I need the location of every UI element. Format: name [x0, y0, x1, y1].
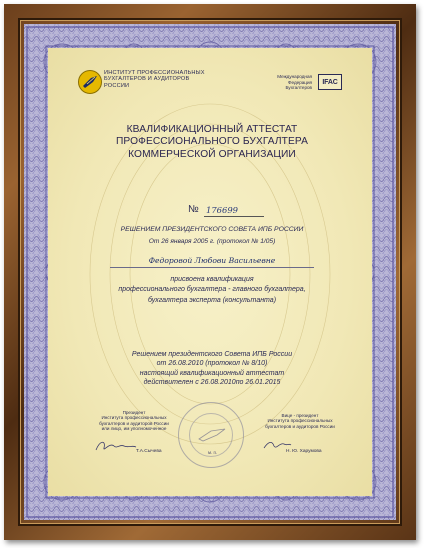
number-sign: №	[188, 204, 199, 215]
vice-president-signature-icon	[262, 436, 292, 452]
certificate-title	[60, 124, 364, 161]
decision-date: От 26 января 2005 г. (протокол № 1/05)	[148, 238, 276, 245]
signature-caption-line: бухгалтеров и аудиторов России	[99, 420, 169, 426]
validity-line: действителен с 26.08.2010по 26.01.2015	[143, 379, 281, 387]
seal-stamp	[178, 402, 244, 468]
signature-caption-line: или лицо, им уполномоченное	[101, 426, 167, 432]
holder-name: Федоровой Любови Васильевне	[148, 256, 276, 265]
vice-president-signature-block	[250, 413, 350, 429]
president-signature-icon	[94, 436, 138, 456]
validity-text	[60, 350, 364, 388]
vice-president-name: Н. Ю. Харумова	[286, 449, 322, 454]
title-line: ПРОФЕССИОНАЛЬНОГО БУХГАЛТЕРА	[115, 136, 309, 148]
validity-line: от 26.08.2010 (протокол № 8/10)	[156, 360, 268, 368]
federation-name	[260, 74, 312, 91]
president-name: Т.А.Сычева	[136, 449, 162, 454]
institute-name	[104, 70, 244, 89]
federation-line: Федерация	[288, 79, 312, 85]
number-underline	[204, 216, 264, 217]
signature-caption-line: Президент	[122, 410, 146, 415]
number-value: 176699	[206, 205, 238, 215]
title-line: КОММЕРЧЕСКОЙ ОРГАНИЗАЦИИ	[128, 148, 296, 160]
validity-line: настоящий квалификационный аттестат	[139, 369, 285, 377]
title-line: КВАЛИФИКАЦИОННЫЙ АТТЕСТАТ	[126, 124, 298, 135]
validity-line: Решением президентского Совета ИПБ России	[131, 351, 293, 358]
seal-bird-icon	[197, 427, 227, 443]
federation-line: Международная	[277, 74, 312, 79]
institute-name-line: ИНСТИТУТ ПРОФЕССИОНАЛЬНЫХ	[104, 70, 205, 76]
qualification-line: присвоена квалификация	[170, 276, 254, 283]
ipb-logo	[78, 70, 102, 94]
signature-caption-line: Института профессиональных	[101, 415, 167, 421]
president-signature-block	[84, 410, 184, 432]
signature-caption-line: Института профессиональных	[267, 418, 333, 424]
qualification-text	[60, 275, 364, 306]
institute-name-line: РОССИИ	[104, 82, 130, 89]
ifac-logo: IFAC	[318, 74, 342, 90]
institute-name-line: БУХГАЛТЕРОВ И АУДИТОРОВ	[104, 76, 190, 83]
qualification-line: бухгалтера эксперта (консультанта)	[147, 296, 277, 304]
decision-text: РЕШЕНИЕМ ПРЕЗИДЕНТСКОГО СОВЕТА ИПБ РОССИИ	[120, 226, 304, 233]
qualification-line: профессионального бухгалтера - главного бухгалтера,	[118, 286, 306, 294]
signature-caption-line: Вице - президент	[281, 413, 319, 418]
holder-name-underline	[110, 267, 314, 268]
federation-line: Бухгалтеров	[285, 85, 312, 91]
signature-caption-line: бухгалтеров и аудиторов России	[265, 423, 335, 429]
seal-mark: м. п.	[208, 450, 218, 455]
